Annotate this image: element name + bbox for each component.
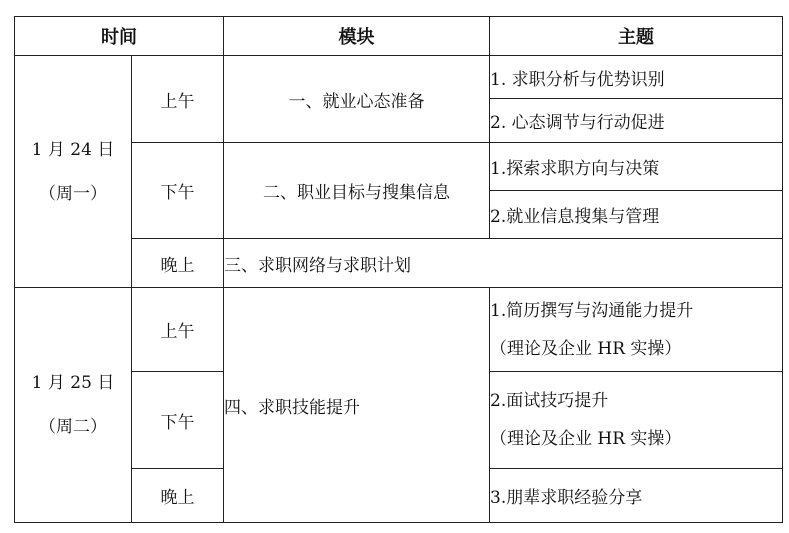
day1-afternoon-topic-2: 2.就业信息搜集与管理 <box>490 191 783 239</box>
day2-evening-slot: 晚上 <box>132 469 224 523</box>
day1-weekday: （周一） <box>39 183 107 204</box>
header-module: 模块 <box>224 17 490 56</box>
day1-date: 1 月 24 日 <box>31 139 115 160</box>
day2-afternoon-topic <box>490 372 783 469</box>
day1-morning-topic-1: 1. 求职分析与优势识别 <box>490 56 783 99</box>
day2-module: 四、求职技能提升 <box>224 288 490 523</box>
day2-morning-topic <box>490 288 783 372</box>
day2-afternoon-slot: 下午 <box>132 372 224 469</box>
day1-evening-slot: 晚上 <box>132 239 224 288</box>
day2-morning-topic-line1: 1.简历撰写与沟通能力提升 <box>490 300 694 321</box>
day1-afternoon-topic-1: 1.探索求职方向与决策 <box>490 143 783 191</box>
day1-afternoon-slot: 下午 <box>132 143 224 239</box>
day2-morning-slot: 上午 <box>132 288 224 372</box>
day1-morning-row-1 <box>15 56 783 99</box>
day1-afternoon-module: 二、职业目标与搜集信息 <box>224 143 490 239</box>
day2-evening-topic: 3.朋辈求职经验分享 <box>490 469 783 523</box>
day2-afternoon-topic-line1: 2.面试技巧提升 <box>490 391 609 411</box>
day1-morning-module: 一、就业心态准备 <box>224 56 490 143</box>
header-row <box>15 17 783 56</box>
header-time: 时间 <box>15 17 224 56</box>
day2-weekday: （周二） <box>39 417 107 437</box>
day1-morning-slot: 上午 <box>132 56 224 143</box>
day1-evening-module: 三、求职网络与求职计划 <box>224 239 783 288</box>
day2-morning-row <box>15 288 783 372</box>
schedule-table <box>14 16 783 523</box>
day2-date-cell <box>15 288 132 523</box>
day2-afternoon-topic-line2: （理论及企业 HR 实操） <box>490 429 682 449</box>
schedule-table-container <box>14 16 783 523</box>
day2-morning-topic-line2: （理论及企业 HR 实操） <box>490 338 682 359</box>
day1-morning-topic-2: 2. 心态调节与行动促进 <box>490 99 783 143</box>
header-topic: 主题 <box>490 17 783 56</box>
day1-date-cell <box>15 56 132 288</box>
day2-date: 1 月 25 日 <box>31 373 115 393</box>
